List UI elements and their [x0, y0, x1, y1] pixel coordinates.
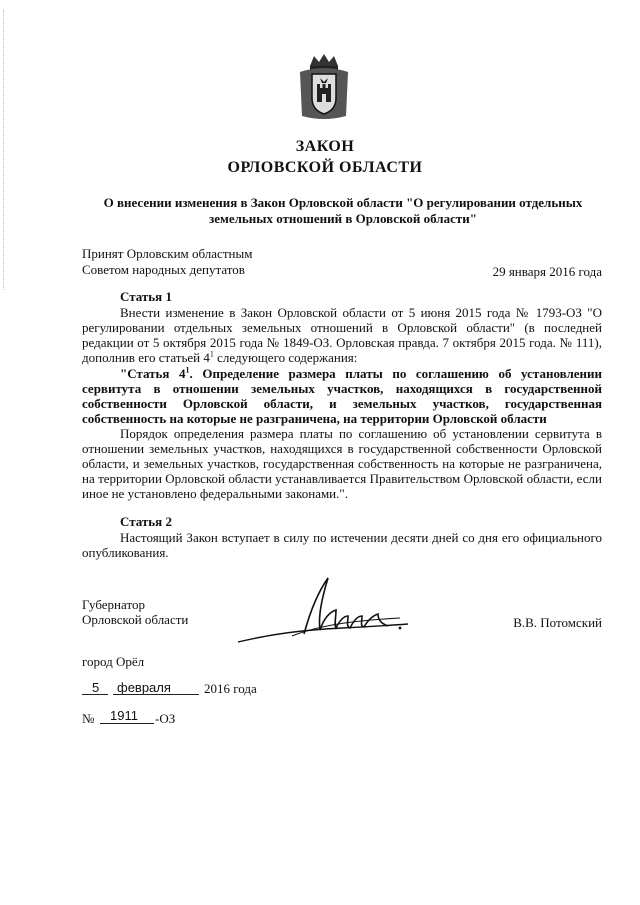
- signing-day: 5: [92, 680, 100, 695]
- document-subtitle: О внесении изменения в Закон Орловской области "О регулировании отдельных земельных отношений в Орловской области": [103, 195, 583, 226]
- article1-heading: Статья 1: [120, 289, 172, 304]
- signing-month-underline: [113, 694, 199, 695]
- adoption-date: 29 января 2016 года: [492, 264, 602, 279]
- document-title-line2: ОРЛОВСКОЙ ОБЛАСТИ: [227, 159, 423, 176]
- signing-year: 2016 года: [204, 681, 257, 696]
- signatory-title-line2: Орловской области: [82, 612, 189, 627]
- law-number-underline: [100, 723, 154, 724]
- article1-body-sup: 1: [209, 349, 214, 359]
- article1-body-text: Внести изменение в Закон Орловской области от 5 июня 2015 года № 1793-ОЗ "О регулировании отдельных земельных отношений в Орловской области" (в последней редакции от 5 октября 2015 года № 1849-ОЗ. Орловская правда. 7 октября 2015 года. № 111), дополнив его статьей 4: [82, 305, 602, 365]
- city-name: город Орёл: [82, 654, 145, 669]
- law-number-prefix: №: [82, 711, 95, 726]
- adoption-line2: Советом народных депутатов: [82, 262, 245, 277]
- article2-body: Настоящий Закон вступает в силу по истечении десяти дней со дня его официального опубликования.: [82, 530, 602, 560]
- article4-1-sup: 1: [185, 365, 190, 375]
- article4-1-title: . Определение размера платы по соглашению об установлении сервитута в отношении земельных участков, находящихся в государственной собственности Орловской области, и земельных участков, государственная собственность на которые не разграничена, на территории Орловской области: [82, 366, 603, 426]
- document-title-line1: ЗАКОН: [295, 138, 355, 155]
- law-number-suffix: -ОЗ: [155, 711, 176, 726]
- article4-1-body: Порядок определения размера платы по соглашению об установлении сервитута в отношении земельных участков, находящихся в государственной собственности Орловской области, и земельных участков, государственная собственность на которые не разграничена, на территории Орловской области устанавливается Правительством Орловской области, если иное не установлено федеральными законами.".: [82, 426, 602, 501]
- signatory-title-line1: Губернатор: [82, 597, 145, 612]
- signatory-name: В.В. Потомский: [513, 615, 602, 630]
- signing-month: февраля: [117, 680, 171, 695]
- coat-of-arms-icon: [296, 52, 352, 124]
- article4-1-lead: "Статья 4: [120, 366, 186, 381]
- handwritten-signature: [232, 572, 412, 652]
- article1-body-tail: следующего содержания:: [213, 350, 358, 365]
- article1-body: [82, 305, 602, 365]
- law-number: 1911: [110, 708, 138, 723]
- signing-day-underline: [82, 694, 108, 695]
- article4-1-heading: [82, 366, 602, 426]
- article2-heading: Статья 2: [120, 514, 172, 529]
- adoption-line1: Принят Орловским областным: [82, 246, 253, 261]
